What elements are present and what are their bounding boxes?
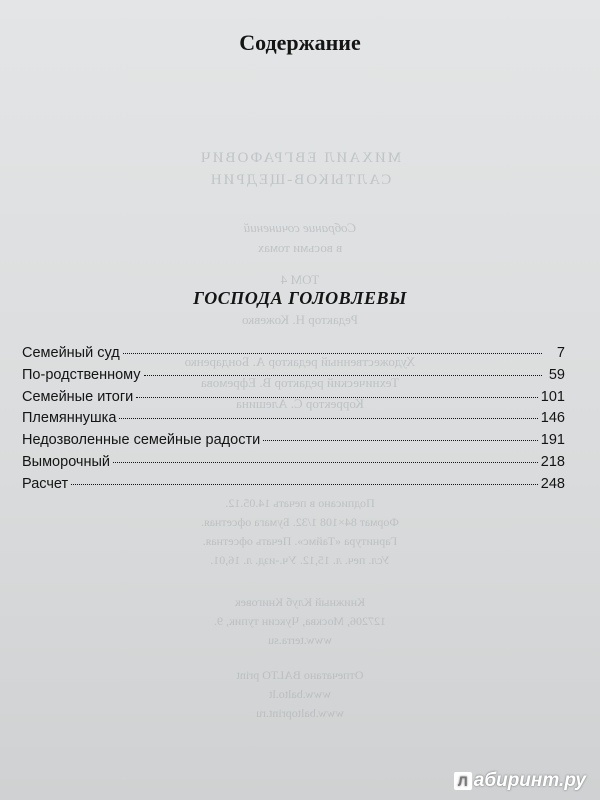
toc-entry-name: По-родственному [22,366,141,383]
toc-page-number: 146 [540,410,565,427]
show-through-line: www.balto.lt [269,687,331,701]
toc-row [22,410,565,432]
toc-leader-dots [71,484,538,485]
section-title: ГОСПОДА ГОЛОВЛЕВЫ [193,288,407,308]
toc-row [22,432,565,454]
toc-entry-name: Выморочный [22,453,111,470]
show-through-line: Технический редактор В. Ефремова [201,375,399,390]
show-through-line: Редактор Н. Кожевко [242,312,358,327]
toc-page-number: 101 [540,388,565,405]
show-through-line: Собрание сочинений [243,220,357,235]
show-through-line: Усл. печ. л. 15,12. Уч.-изд. л. 16,01. [210,553,390,567]
toc-entry-name: Семейный суд [22,345,120,361]
watermark-text: абиринт.ру [473,770,586,791]
show-through-line: САЛТЫКОВ-ЩЕДРИН [208,172,392,188]
watermark-logo [454,770,586,792]
toc-entry-name: Семейные итоги [22,388,134,405]
watermark-mark-icon: Л [454,772,472,790]
show-through-line: МИХАИЛ ЕВГРАФОВИЧ [198,150,402,166]
toc-row [22,367,565,389]
toc-row [22,345,565,367]
toc-leader-dots [123,353,542,354]
show-through-line: Художественный редактор А. Бондаренко [184,354,416,369]
show-through-line: Корректор С. Алешина [236,396,364,411]
toc-entry-name: Расчет [22,475,69,492]
show-through-line: Подписано в печать 14.05.12. [225,496,375,510]
toc-entry-name: Недозволенные семейные радости [22,432,261,449]
show-through-line: www.baltoprint.ru [256,706,344,720]
toc-page-number: 7 [556,345,565,361]
toc-page-number: 191 [540,432,565,449]
show-through-line: в восьми томах [257,240,343,255]
toc-leader-dots [113,462,538,463]
toc-leader-dots [144,375,542,376]
toc-leader-dots [119,418,537,419]
show-through-line: Книжный Клуб Книговек [234,595,366,609]
toc-row [22,476,565,498]
toc-leader-dots [136,397,538,398]
page-title: Содержание [239,30,361,55]
toc-page-number: 218 [540,453,565,470]
table-of-contents [22,345,565,498]
toc-entry-name: Племяннушка [22,410,117,427]
show-through-line: www.terra.su [268,633,332,647]
toc-page-number: 59 [548,366,565,383]
show-through-line: Гарнитура «Таймс». Печать офсетная. [202,534,398,548]
show-through-line: 127206, Москва, Чуксин тупик, 9. [214,614,386,628]
show-through-line: Формат 84×108 1/32. Бумага офсетная. [201,515,399,529]
toc-row [22,454,565,476]
show-through-line: Отпечатано BALTO print [236,668,364,682]
toc-row [22,389,565,411]
toc-leader-dots [263,440,538,441]
show-through-line: ТОМ 4 [280,272,320,287]
toc-page-number: 248 [540,475,565,492]
